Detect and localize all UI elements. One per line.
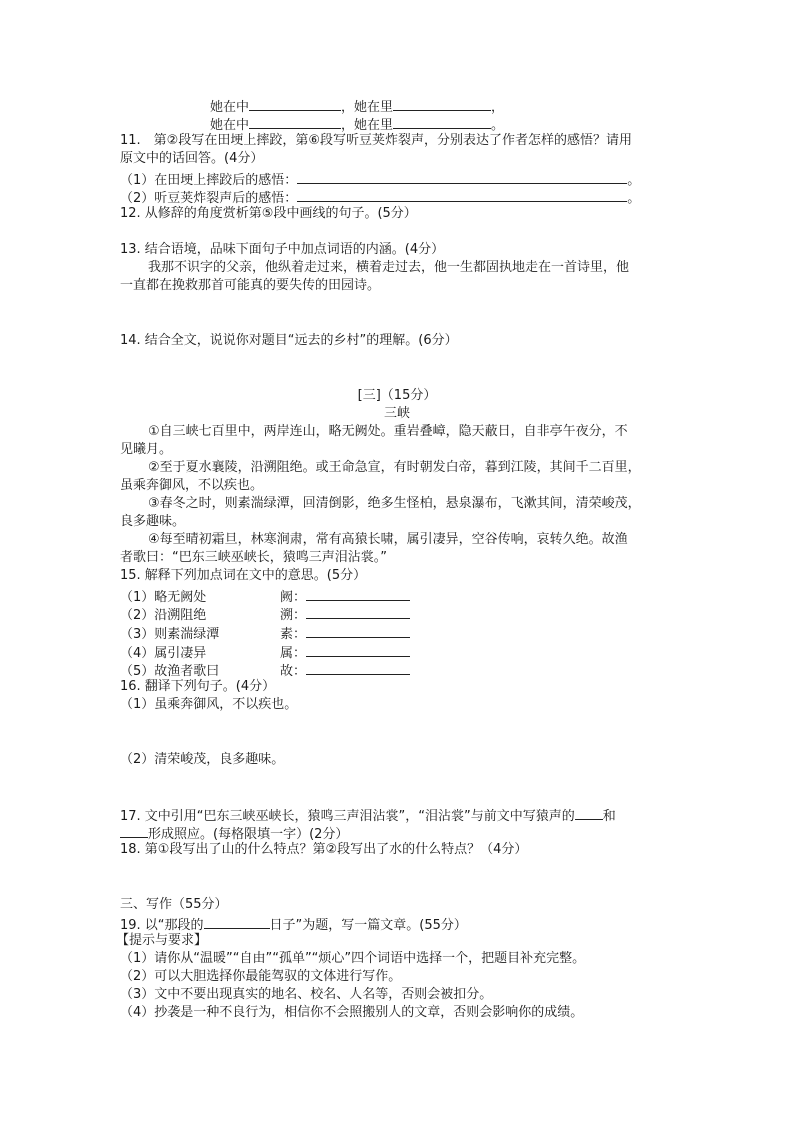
vocab-item: （2）沿溯阻绝 溯： [120,604,410,625]
answer-blank[interactable] [306,660,410,675]
question-11-sub1: （1）在田埂上摔跤后的感悟： 。 [120,169,640,190]
vocab-item: （4）属引凄异 属： [120,642,410,663]
passage-paragraph-1: ①自三峡七百里中，两岸连山，略无阙处。重岩叠嶂，隐天蔽日，自非亭午夜分，不 [148,424,628,439]
question-19: 19. 以“那段的 日子”为题，写一篇文章。(55分） [120,914,467,935]
fill-line-2: 她在中 ，她在里 。 [210,114,504,135]
question-13-quote-cont: 一直都在挽救那首可能真的要失传的田园诗。 [120,278,381,293]
vocab-item: （3）则素湍绿潭 素： [120,623,410,644]
answer-blank[interactable] [249,114,341,129]
answer-blank[interactable] [204,914,270,929]
answer-blank[interactable] [306,623,410,638]
answer-blank[interactable] [297,169,627,184]
vocab-item: （1）略无阙处 阙： [120,586,410,607]
question-16: 16. 翻译下列句子。(4分） [120,679,276,694]
passage-paragraph-4-cont: 者歌曰：“巴东三峡巫峡长，猿鸣三声泪沾裳。” [120,550,387,565]
answer-blank[interactable] [249,96,341,111]
answer-blank[interactable] [306,642,410,657]
fill-text: ，她在里 [341,100,394,115]
tip-item: （4）抄袭是一种不良行为，相信你不会照搬别人的文章，否则会影响你的成绩。 [120,1005,584,1020]
tip-item: （2）可以大胆选择你最能驾驭的文体进行写作。 [120,969,402,984]
question-12: 12. 从修辞的角度赏析第⑤段中画线的句子。(5分） [120,206,417,221]
answer-blank[interactable] [306,586,410,601]
passage-paragraph-3-cont: 良多趣味。 [120,514,186,529]
answer-blank[interactable] [306,604,410,619]
passage-paragraph-2: ②至于夏水襄陵，沿溯阻绝。或王命急宣，有时朝发白帝，暮到江陵，其间千二百里， [148,460,641,475]
answer-blank[interactable] [120,823,148,838]
fill-text: 她在中 [210,100,250,115]
fill-text: 她在中 [210,118,250,133]
question-18: 18. 第①段写出了山的什么特点？第②段写出了水的什么特点？（4分） [120,842,528,857]
question-17: 17. 文中引用“巴东三峡巫峡长，猿鸣三声泪沾裳”，“泪沾裳”与前文中写猿声的 和 [120,805,616,826]
question-17-cont: 形成照应。(每格限填一字）(2分） [120,823,348,844]
fill-line-1: 她在中 ，她在里 ， [210,96,504,117]
translate-sentence-1: （1）虽乘奔御风，不以疾也。 [120,697,298,712]
answer-blank[interactable] [297,187,627,202]
question-11-stem-cont: 原文中的话回答。(4分） [120,151,264,166]
section-header: 三、写作（55分） [120,897,228,912]
answer-blank[interactable] [393,96,491,111]
tips-title: 【提示与要求】 [116,933,208,948]
answer-blank[interactable] [575,805,603,820]
vocab-item: （5）故渔者歌曰 故： [120,660,410,681]
section-header: [三]（15分） [357,388,437,403]
translate-sentence-2: （2）清荣峻茂，良多趣味。 [120,752,285,767]
passage-paragraph-4: ④每至晴初霜旦，林寒涧肃，常有高猿长啸，属引凄异，空谷传响，哀转久绝。故渔 [148,532,628,547]
answer-blank[interactable] [393,114,491,129]
tip-item: （1）请你从“温暖”“自由”“孤单”“烦心”四个词语中选择一个，把题目补充完整。 [120,951,586,966]
passage-paragraph-1-cont: 见曦月。 [120,442,173,457]
question-13-quote: 我那不识字的父亲，他纵着走过来，横着走过去，他一生都固执地走在一首诗里，他 [148,260,630,275]
question-15: 15. 解释下列加点词在文中的意思。(5分） [120,568,367,583]
tip-item: （3）文中不要出现真实的地名、校名、人名等，否则会被扣分。 [120,987,493,1002]
fill-text: ，她在里 [341,118,394,133]
question-11-stem: 11. 第②段写在田埂上摔跤，第⑥段写听豆荚炸裂声，分别表达了作者怎样的感悟？请用 [120,133,632,148]
passage-paragraph-3: ③春冬之时，则素湍绿潭，回清倒影，绝多生怪柏，悬泉瀑布，飞漱其间，清荣峻茂， [148,496,641,511]
question-13: 13. 结合语境，品味下面句子中加点词语的内涵。(4分） [120,242,445,257]
question-14: 14. 结合全文，说说你对题目“远去的乡村”的理解。(6分） [120,333,458,348]
passage-title: 三峡 [383,406,410,421]
passage-paragraph-2-cont: 虽乘奔御风，不以疾也。 [120,478,264,493]
question-11-sub2: （2）听豆荚炸裂声后的感悟： 。 [120,187,640,208]
